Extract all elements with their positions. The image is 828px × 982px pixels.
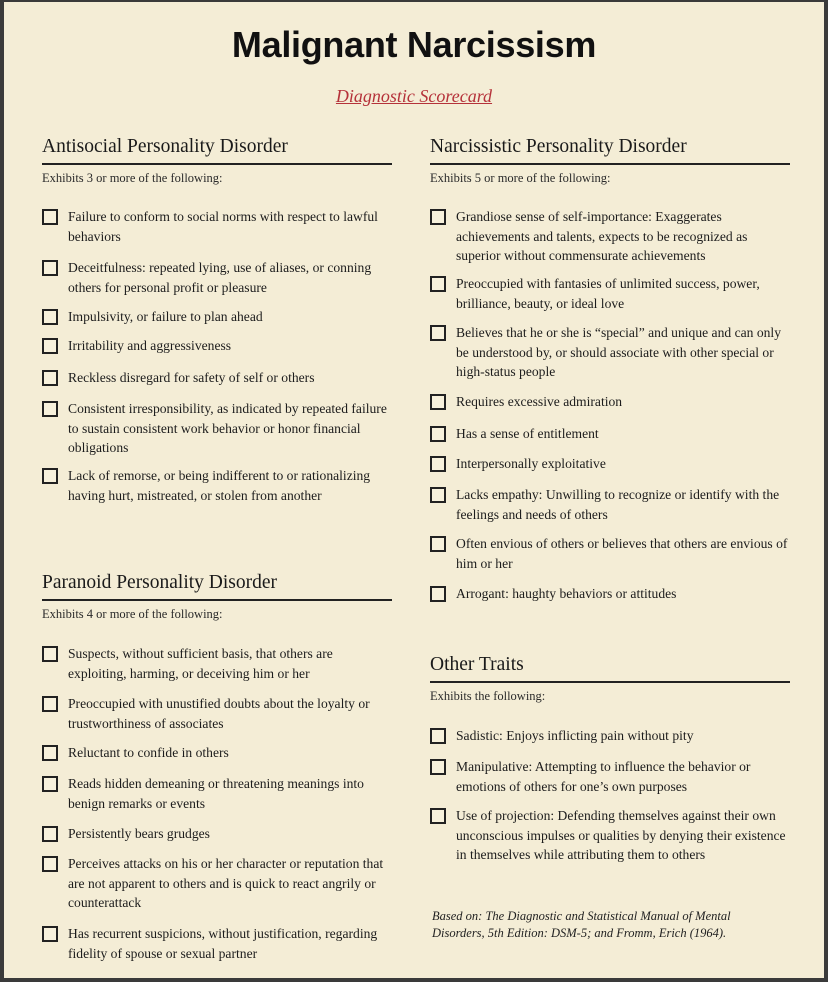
- section-intro: Exhibits the following:: [430, 689, 546, 703]
- checklist-item: [430, 534, 790, 573]
- item-label: Arrogant: haughty behaviors or attitudes: [456, 586, 677, 601]
- checkbox[interactable]: [430, 325, 446, 341]
- section-other-traits: [430, 654, 790, 862]
- checklist-item: [430, 323, 790, 382]
- section-intro: Exhibits 4 or more of the following:: [42, 607, 223, 621]
- checkbox[interactable]: [42, 260, 58, 276]
- checkbox[interactable]: [42, 696, 58, 712]
- checklist-item: [430, 584, 790, 604]
- item-label: Reads hidden demeaning or threatening meanings into benign remarks or events: [68, 776, 364, 811]
- section-antisocial: [42, 136, 392, 503]
- item-label: Often envious of others or believes that others are envious of him or her: [456, 536, 788, 571]
- checklist-item: [430, 485, 790, 524]
- item-label: Persistently bears grudges: [68, 826, 210, 841]
- section-heading: Paranoid Personality Disorder: [42, 572, 392, 601]
- checkbox[interactable]: [430, 209, 446, 225]
- source-citation: Based on: The Diagnostic and Statistical Manual of Mental Disorders, 5th Edition: DSM-5; and Fromm, Erich (1964).: [432, 909, 731, 940]
- scorecard-page: [4, 2, 824, 978]
- checklist-item: [430, 392, 790, 412]
- checkbox[interactable]: [430, 456, 446, 472]
- checkbox[interactable]: [42, 745, 58, 761]
- checklist-item: [42, 694, 392, 733]
- item-label: Irritability and aggressiveness: [68, 338, 232, 353]
- checklist-item: [430, 806, 790, 865]
- checkbox[interactable]: [42, 926, 58, 942]
- checkbox[interactable]: [42, 856, 58, 872]
- checkbox[interactable]: [430, 426, 446, 442]
- page-subtitle: Diagnostic Scorecard: [335, 86, 493, 106]
- item-label: Preoccupied with unustified doubts about the loyalty or trustworthiness of associates: [68, 696, 370, 731]
- item-label: Lacks empathy: Unwilling to recognize or identify with the feelings and needs of others: [456, 487, 780, 522]
- checklist-item: [42, 774, 392, 813]
- section-heading: Antisocial Personality Disorder: [42, 136, 392, 165]
- checklist-item: [430, 757, 790, 796]
- item-label: Reluctant to confide in others: [68, 745, 229, 760]
- checklist-item: [42, 368, 392, 388]
- checkbox[interactable]: [42, 309, 58, 325]
- section-intro: Exhibits 5 or more of the following:: [430, 171, 611, 185]
- item-label: Suspects, without sufficient basis, that others are exploiting, harming, or deceiving him or her: [68, 646, 333, 681]
- checklist-item: [42, 466, 392, 505]
- item-label: Believes that he or she is “special” and unique and can only be understood by, or should associate with other special or high-status people: [456, 325, 782, 379]
- section-heading: Narcissistic Personality Disorder: [430, 136, 790, 165]
- section-intro: Exhibits 3 or more of the following:: [42, 171, 223, 185]
- item-label: Perceives attacks on his or her character or reputation that are not apparent to others and is quick to react angrily or counterattack: [68, 856, 384, 910]
- checkbox[interactable]: [42, 826, 58, 842]
- item-label: Consistent irresponsibility, as indicated by repeated failure to sustain consistent work behavior or honor financial obligations: [68, 401, 387, 455]
- checkbox[interactable]: [42, 468, 58, 484]
- item-label: Manipulative: Attempting to influence the behavior or emotions of others for one’s own purposes: [456, 759, 751, 794]
- checkbox[interactable]: [42, 401, 58, 417]
- item-label: Use of projection: Defending themselves against their own unconscious impulses or qualities by denying their existence in themselves while attributing them to others: [456, 808, 786, 862]
- checkbox[interactable]: [430, 536, 446, 552]
- checklist-item: [42, 399, 392, 458]
- checklist-item: [42, 336, 392, 356]
- checklist-item: [430, 726, 790, 746]
- item-label: Preoccupied with fantasies of unlimited success, power, brilliance, beauty, or ideal love: [456, 276, 760, 311]
- checklist-item: [430, 274, 790, 313]
- checkbox[interactable]: [42, 776, 58, 792]
- item-label: Grandiose sense of self-importance: Exaggerates achievements and talents, expects to be recognized as superior without commensurate achievements: [456, 209, 748, 263]
- item-label: Failure to conform to social norms with respect to lawful behaviors: [68, 209, 378, 244]
- checklist-item: [42, 824, 392, 844]
- checklist-item: [42, 743, 392, 763]
- page-title: Malignant Narcissism: [231, 24, 597, 65]
- checkbox[interactable]: [42, 209, 58, 225]
- checkbox[interactable]: [430, 487, 446, 503]
- checklist-item: [42, 644, 392, 683]
- checklist-item: [42, 924, 392, 963]
- checkbox[interactable]: [430, 276, 446, 292]
- checkbox[interactable]: [430, 586, 446, 602]
- checklist-item: [430, 207, 790, 266]
- checkbox[interactable]: [430, 394, 446, 410]
- item-label: Has recurrent suspicions, without justification, regarding fidelity of spouse or sexual partner: [68, 926, 378, 961]
- checklist-item: [430, 454, 790, 474]
- section-narcissistic: [430, 136, 790, 601]
- item-label: Interpersonally exploitative: [456, 456, 606, 471]
- checkbox[interactable]: [430, 728, 446, 744]
- checklist-item: [42, 854, 392, 913]
- section-heading: Other Traits: [430, 654, 790, 683]
- checkbox[interactable]: [430, 759, 446, 775]
- item-label: Impulsivity, or failure to plan ahead: [68, 309, 263, 324]
- checklist-item: [42, 307, 392, 327]
- checklist-item: [42, 207, 392, 246]
- item-label: Has a sense of entitlement: [456, 426, 599, 441]
- item-label: Lack of remorse, or being indifferent to or rationalizing having hurt, mistreated, or stolen from another: [68, 468, 371, 503]
- checklist-item: [42, 258, 392, 297]
- checkbox[interactable]: [430, 808, 446, 824]
- item-label: Reckless disregard for safety of self or others: [68, 370, 315, 385]
- checkbox[interactable]: [42, 370, 58, 386]
- section-paranoid: [42, 572, 392, 961]
- checkbox[interactable]: [42, 646, 58, 662]
- checkbox[interactable]: [42, 338, 58, 354]
- item-label: Requires excessive admiration: [456, 394, 623, 409]
- checklist-item: [430, 424, 790, 444]
- item-label: Deceitfulness: repeated lying, use of aliases, or conning others for personal profit or pleasure: [68, 260, 372, 295]
- item-label: Sadistic: Enjoys inflicting pain without pity: [456, 728, 694, 743]
